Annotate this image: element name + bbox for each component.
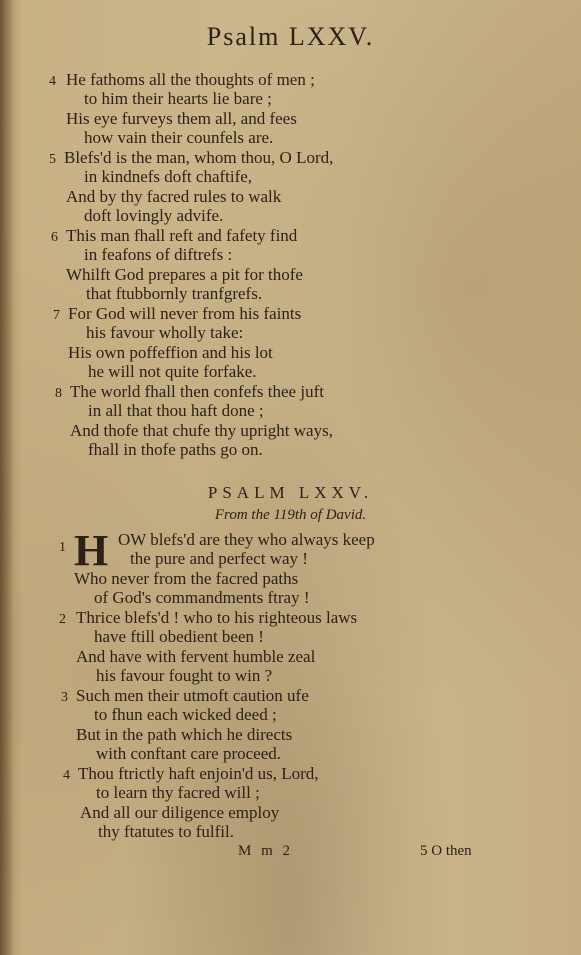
verse-line: doft lovingly advife.	[84, 205, 224, 225]
verse-line: Such men their utmoft caution ufe	[76, 686, 309, 705]
verse-line: to him their hearts lie bare ;	[84, 89, 272, 109]
stanza	[0, 70, 581, 147]
verse-line: the pure and perfect way !	[130, 549, 308, 569]
verse-line: how vain their counfels are.	[84, 127, 274, 147]
verse-line: Blefs'd is the man, whom thou, O Lord,	[64, 148, 334, 167]
page-title: Psalm LXXV.	[206, 22, 375, 51]
verse-line: his favour wholly take:	[86, 323, 244, 343]
verse-line: And all our diligence employ	[80, 802, 280, 822]
verse-line: The world fhall then confefs thee juft	[70, 382, 324, 401]
stanza-number: 2	[59, 612, 66, 627]
verse-line: Who never from the facred paths	[74, 568, 299, 588]
verse-line: For God will never from his faints	[68, 304, 302, 323]
verse-line: with conftant care proceed.	[96, 743, 282, 763]
verse-line: fhall in thofe paths go on.	[88, 439, 263, 459]
verse-line: This man fhall reft and fafety find	[66, 226, 298, 245]
section-subtitle: From the 119th of David.	[214, 507, 367, 523]
stanza	[0, 526, 581, 607]
verse-line: thy ftatutes to fulfil.	[98, 821, 234, 841]
catchword: 5 O then	[420, 843, 472, 859]
stanza-number: 4	[49, 74, 56, 89]
verse-line: that ftubbornly tranfgrefs.	[86, 283, 263, 303]
verse-line: His eye furveys them all, and fees	[66, 108, 297, 128]
verse-line: his favour fought to win ?	[96, 665, 273, 685]
psalm-section-continued	[0, 70, 581, 460]
verse-line: to learn thy facred will ;	[96, 783, 260, 803]
stanza	[0, 382, 581, 459]
stanza	[0, 764, 581, 841]
stanza	[0, 304, 581, 381]
psalm-section-new	[0, 526, 581, 842]
stanza	[0, 686, 581, 763]
verse-line: in all that thou haft done ;	[88, 401, 264, 421]
stanza-number: 5	[49, 152, 56, 167]
section-title: PSALM LXXV.	[207, 483, 374, 502]
verse-line: he will not quite forfake.	[88, 361, 257, 381]
stanza-number: 8	[55, 386, 62, 401]
stanza-number: 3	[61, 690, 68, 705]
stanza	[0, 226, 581, 303]
verse-line: in feafons of diftrefs :	[84, 245, 233, 265]
stanza-number: 1	[59, 540, 66, 555]
stanza	[0, 148, 581, 225]
verse-line: And have with fervent humble zeal	[76, 646, 316, 666]
verse-line: in kindnefs doft chaftife,	[84, 167, 253, 187]
stanza-number: 6	[51, 230, 58, 245]
stanza-number: 4	[63, 768, 70, 783]
verse-line: have ftill obedient been !	[94, 627, 264, 647]
verse-line: But in the path which he directs	[76, 724, 293, 744]
drop-cap: H	[74, 526, 109, 575]
verse-line: to fhun each wicked deed ;	[94, 705, 277, 725]
verse-line: Whilft God prepares a pit for thofe	[66, 264, 303, 284]
stanza-number: 7	[53, 308, 60, 323]
signature-mark: M m 2	[238, 843, 294, 859]
verse-line: And by thy facred rules to walk	[66, 186, 282, 206]
verse-line: He fathoms all the thoughts of men ;	[66, 70, 315, 89]
verse-line: And thofe that chufe thy upright ways,	[70, 420, 333, 440]
stanza	[0, 608, 581, 685]
verse-line: of God's commandments ftray !	[94, 587, 310, 607]
verse-line: His own poffeffion and his lot	[68, 342, 273, 362]
verse-line: Thrice blefs'd ! who to his righteous laws	[76, 608, 358, 627]
verse-line: OW blefs'd are they who always keep	[118, 530, 375, 549]
verse-line: Thou ftrictly haft enjoin'd us, Lord,	[78, 764, 319, 783]
